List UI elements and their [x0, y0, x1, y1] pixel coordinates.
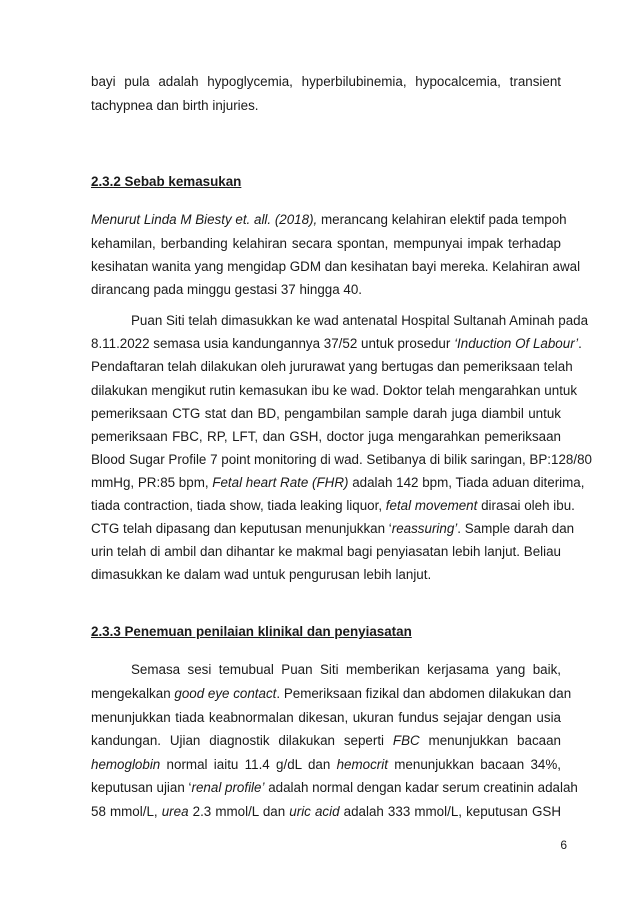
paragraph-line: urin telah di ambil dan dihantar ke makmal bagi penyiasatan lebih lanjut. Beliau — [91, 544, 561, 559]
paragraph-line: Pendaftaran telah dilakukan oleh jururawat yang bertugas dan pemeriksaan telah — [91, 359, 573, 374]
paragraph-line: dirancang pada minggu gestasi 37 hingga 40. — [91, 282, 362, 297]
paragraph-line: bayi pula adalah hypoglycemia, hyperbilubinemia, hypocalcemia, transient — [91, 74, 561, 89]
paragraph-line: dilakukan mengikut rutin kemasukan ibu ke wad. Doktor telah mengarahkan untuk — [91, 383, 578, 398]
paragraph-line: kesihatan wanita yang mengidap GDM dan kesihatan bayi mereka. Kelahiran awal — [91, 259, 581, 274]
paragraph-line: Menurut Linda M Biesty et. all. (2018), merancang kelahiran elektif pada tempoh — [91, 212, 567, 227]
paragraph-line: Blood Sugar Profile 7 point monitoring di wad. Setibanya di bilik saringan, BP:128/80 — [91, 452, 592, 467]
paragraph-line: hemoglobin normal iaitu 11.4 g/dL dan hemocrit menunjukkan bacaan 34%, — [91, 757, 561, 772]
paragraph-line: dimasukkan ke dalam wad untuk pengurusan lebih lanjut. — [91, 567, 432, 582]
paragraph-line: tachypnea dan birth injuries. — [91, 98, 259, 113]
paragraph-line: mmHg, PR:85 bpm, Fetal heart Rate (FHR) adalah 142 bpm, Tiada aduan diterima, — [91, 475, 585, 490]
paragraph-line: keputusan ujian ‘renal profile’ adalah normal dengan kadar serum creatinin adalah — [91, 780, 578, 795]
paragraph-line: kehamilan, berbanding kelahiran secara spontan, mempunyai impak terhadap — [91, 236, 561, 251]
paragraph-line: pemeriksaan FBC, RP, LFT, dan GSH, doctor juga mengarahkan pemeriksaan — [91, 429, 561, 444]
paragraph-line: menunjukkan tiada keabnormalan dikesan, ukuran fundus sejajar dengan usia — [91, 710, 561, 725]
page-number: 6 — [560, 838, 567, 852]
paragraph-line: 58 mmol/L, urea 2.3 mmol/L dan uric acid adalah 333 mmol/L, keputusan GSH — [91, 804, 561, 819]
paragraph-line: pemeriksaan CTG stat dan BD, pengambilan sample darah juga diambil untuk — [91, 406, 561, 421]
section-heading-2-3-3: 2.3.3 Penemuan penilaian klinikal dan penyiasatan — [91, 624, 412, 639]
paragraph-line: Semasa sesi temubual Puan Siti memberikan kerjasama yang baik, — [131, 662, 561, 677]
paragraph-line: CTG telah dipasang dan keputusan menunjukkan ‘reassuring’. Sample darah dan — [91, 521, 575, 536]
paragraph-line: tiada contraction, tiada show, tiada leaking liquor, fetal movement dirasai oleh ibu. — [91, 498, 575, 513]
paragraph-line: Puan Siti telah dimasukkan ke wad antenatal Hospital Sultanah Aminah pada — [131, 313, 589, 328]
paragraph-line: kandungan. Ujian diagnostik dilakukan seperti FBC menunjukkan bacaan — [91, 733, 561, 748]
section-heading-2-3-2: 2.3.2 Sebab kemasukan — [91, 174, 242, 189]
paragraph-line: 8.11.2022 semasa usia kandungannya 37/52 untuk prosedur ‘Induction Of Labour’. — [91, 336, 582, 351]
paragraph-line: mengekalkan good eye contact. Pemeriksaan fizikal dan abdomen dilakukan dan — [91, 686, 572, 701]
